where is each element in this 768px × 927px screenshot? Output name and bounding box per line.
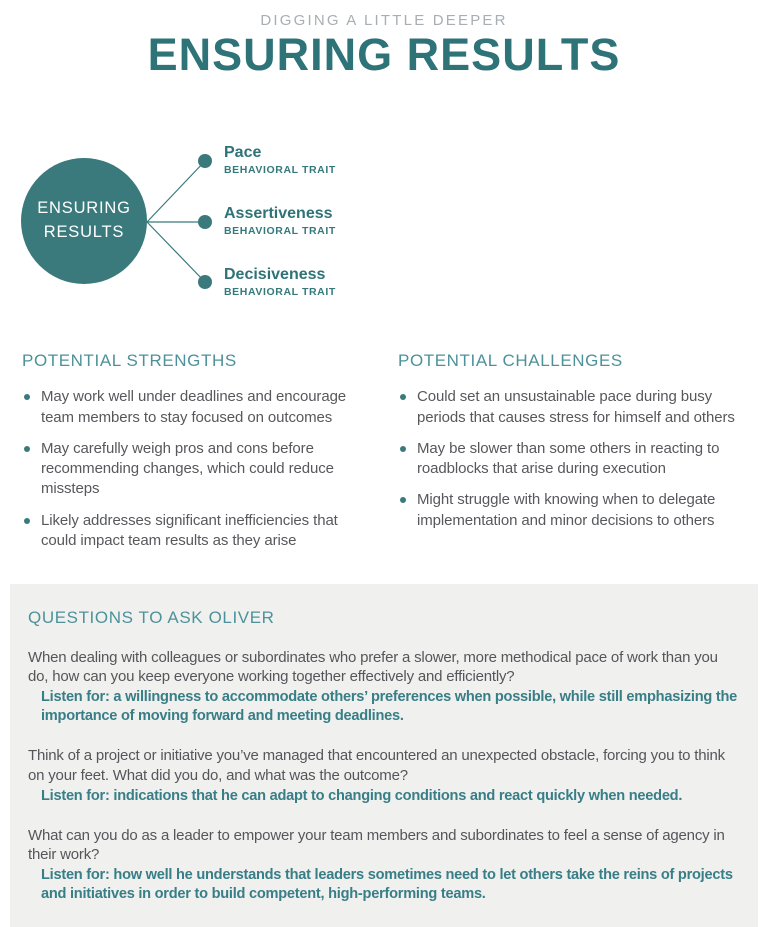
list-item: May be slower than some others in reacting to roadblocks that arise during execution xyxy=(398,439,746,480)
list-item: Could set an unsustainable pace during busy periods that causes stress for himself and others xyxy=(398,387,746,428)
potential-strengths-column xyxy=(22,351,370,562)
trait-type-label: BEHAVIORAL TRAIT xyxy=(224,224,336,237)
questions-heading: QUESTIONS TO ASK OLIVER xyxy=(28,608,275,627)
listen-for-text: Listen for: a willingness to accommodate others’ preferences when possible, while still emphasizing the importance of moving forward and meeting deadlines. xyxy=(41,689,737,725)
ensuring-results-circle xyxy=(21,158,147,284)
trait-type-label: BEHAVIORAL TRAIT xyxy=(224,163,336,176)
strengths-heading: POTENTIAL STRENGTHS xyxy=(22,351,237,371)
eyebrow-text: DIGGING A LITTLE DEEPER xyxy=(260,12,508,29)
page-title: ENSURING RESULTS xyxy=(147,29,621,80)
trait-dot xyxy=(198,275,212,289)
list-item: May carefully weigh pros and cons before recommending changes, which could reduce missteps xyxy=(22,439,370,500)
page-header xyxy=(0,0,768,78)
list-item: May work well under deadlines and encourage team members to stay focused on outcomes xyxy=(22,387,370,428)
question-group xyxy=(28,648,740,726)
trait-name: Pace xyxy=(224,144,262,162)
trait-diagram xyxy=(0,134,768,309)
circle-label-line2: RESULTS xyxy=(43,223,125,242)
trait-dot xyxy=(198,154,212,168)
list-item: Might struggle with knowing when to delegate implementation and minor decisions to others xyxy=(398,490,746,531)
trait-name: Decisiveness xyxy=(224,266,326,284)
trait-name: Assertiveness xyxy=(224,205,333,223)
listen-for-text: Listen for: how well he understands that leaders sometimes need to let others take the reins of projects and initiatives in order to build competent, high-performing teams. xyxy=(41,867,733,902)
questions-to-ask-box xyxy=(10,584,758,927)
list-item: Likely addresses significant inefficiencies that could impact team results as they arise xyxy=(22,511,370,552)
trait-assertiveness xyxy=(224,205,336,237)
question-text: When dealing with colleagues or subordinates who prefer a slower, more methodical pace of work than you do, how can you keep everyone working together effectively and efficiently? xyxy=(28,649,718,686)
question-group xyxy=(28,826,740,904)
trait-pace xyxy=(224,144,336,176)
trait-decisiveness xyxy=(224,266,336,298)
challenges-list xyxy=(398,387,746,531)
listen-for-text: Listen for: indications that he can adapt to changing conditions and react quickly when needed. xyxy=(41,787,683,804)
challenges-heading: POTENTIAL CHALLENGES xyxy=(398,351,623,371)
question-group xyxy=(28,746,740,805)
strengths-challenges-section xyxy=(22,351,746,562)
trait-dot xyxy=(198,215,212,229)
circle-label-line1: ENSURING xyxy=(37,199,131,218)
trait-type-label: BEHAVIORAL TRAIT xyxy=(224,285,336,298)
strengths-list xyxy=(22,387,370,551)
potential-challenges-column xyxy=(398,351,746,562)
question-text: What can you do as a leader to empower your team members and subordinates to feel a sense of agency in their work? xyxy=(28,826,725,863)
question-text: Think of a project or initiative you’ve managed that encountered an unexpected obstacle, forcing you to think on your feet. What did you do, and what was the outcome? xyxy=(28,747,725,784)
